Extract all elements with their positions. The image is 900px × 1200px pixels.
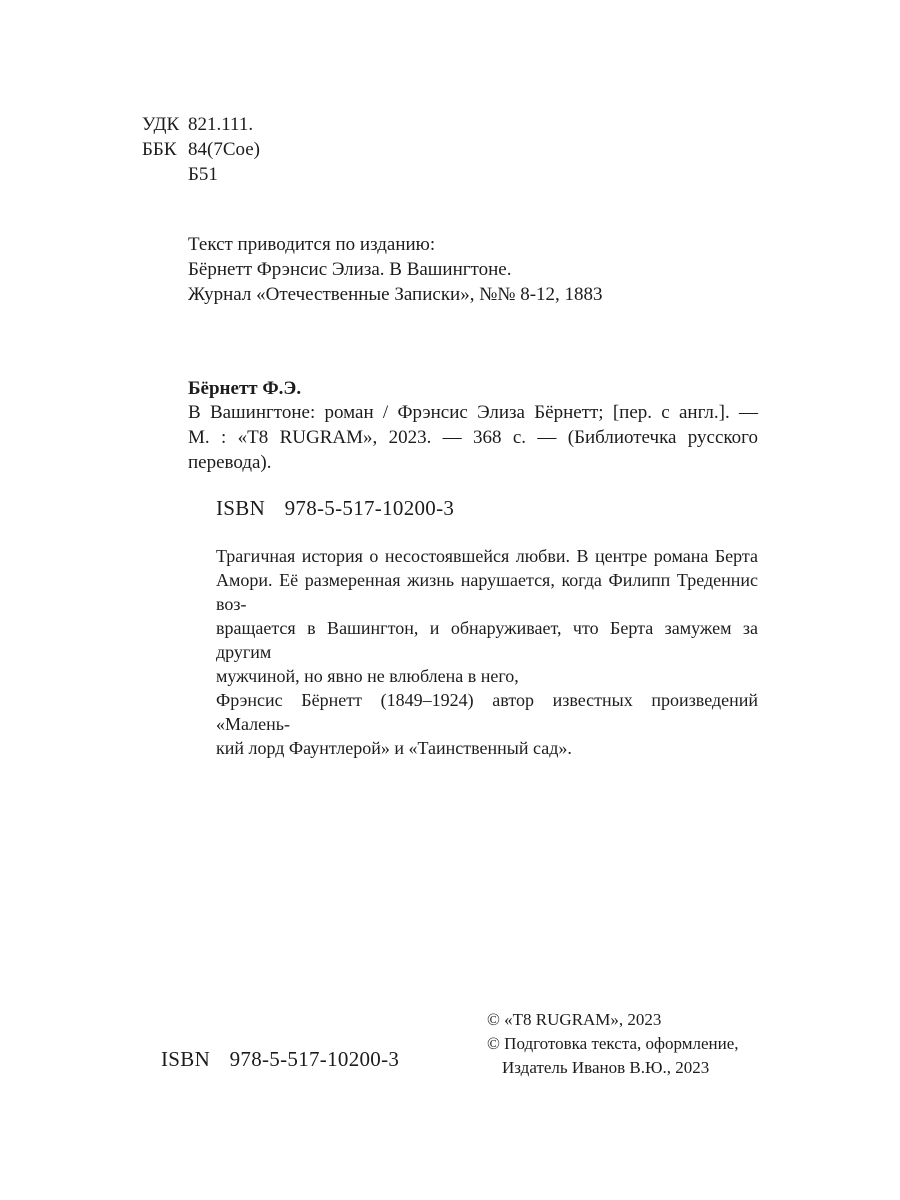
annotation-line: Трагичная история о несостоявшейся любви. В центре романа Берта xyxy=(216,546,758,566)
classification-block xyxy=(142,112,260,187)
author-mark: Б51 xyxy=(188,164,218,185)
udk-row xyxy=(142,112,260,137)
bib-line: В Вашингтоне: роман / Фрэнсис Элиза Бёрнетт; [пер. с англ.]. — xyxy=(188,402,758,423)
udk-value: 821.111. xyxy=(188,114,254,135)
copyright-line: © «Т8 RUGRAM», 2023 xyxy=(487,1010,662,1029)
bib-line: М. : «Т8 RUGRAM», 2023. — 368 с. — (Библиотечка русского xyxy=(188,427,758,448)
copyright-line: Издатель Иванов В.Ю., 2023 xyxy=(502,1058,710,1077)
annotation-line: мужчиной, но явно не влюблена в него, xyxy=(216,666,519,686)
bbk-value: 84(7Сое) xyxy=(188,139,260,160)
annotation-line: Фрэнсис Бёрнетт (1849–1924) автор известных произведений «Малень- xyxy=(216,690,758,734)
isbn-label: ISBN xyxy=(161,1047,211,1071)
copyright-block xyxy=(487,1008,739,1080)
bib-line: перевода). xyxy=(188,452,272,473)
source-note-line: Текст приводится по изданию: xyxy=(188,234,436,255)
bbk-row xyxy=(142,137,260,162)
annotation-line: кий лорд Фаунтлерой» и «Таинственный сад». xyxy=(216,738,572,758)
annotation-line: Амори. Её размеренная жизнь нарушается, когда Филипп Треденнис воз- xyxy=(216,570,758,614)
source-note-line: Журнал «Отечественные Записки», №№ 8-12, 1883 xyxy=(188,284,603,305)
isbn-number: 978-5-517-10200-3 xyxy=(284,496,455,520)
annotation xyxy=(216,544,758,760)
author-mark-row xyxy=(142,162,260,187)
source-note xyxy=(188,232,603,307)
annotation-line: вращается в Вашингтон, и обнаруживает, что Берта замужем за другим xyxy=(216,618,758,662)
isbn-upper xyxy=(216,494,454,522)
isbn-lower xyxy=(161,1045,399,1073)
bibliographic-description xyxy=(188,400,758,475)
isbn-number: 978-5-517-10200-3 xyxy=(229,1047,400,1071)
udk-label: УДК xyxy=(142,114,180,135)
bbk-label: ББК xyxy=(142,139,177,160)
source-note-line: Бёрнетт Фрэнсис Элиза. В Вашингтоне. xyxy=(188,259,512,280)
copyright-line: © Подготовка текста, оформление, xyxy=(487,1034,739,1053)
isbn-label: ISBN xyxy=(216,496,266,520)
author-heading: Бёрнетт Ф.Э. xyxy=(188,378,302,399)
